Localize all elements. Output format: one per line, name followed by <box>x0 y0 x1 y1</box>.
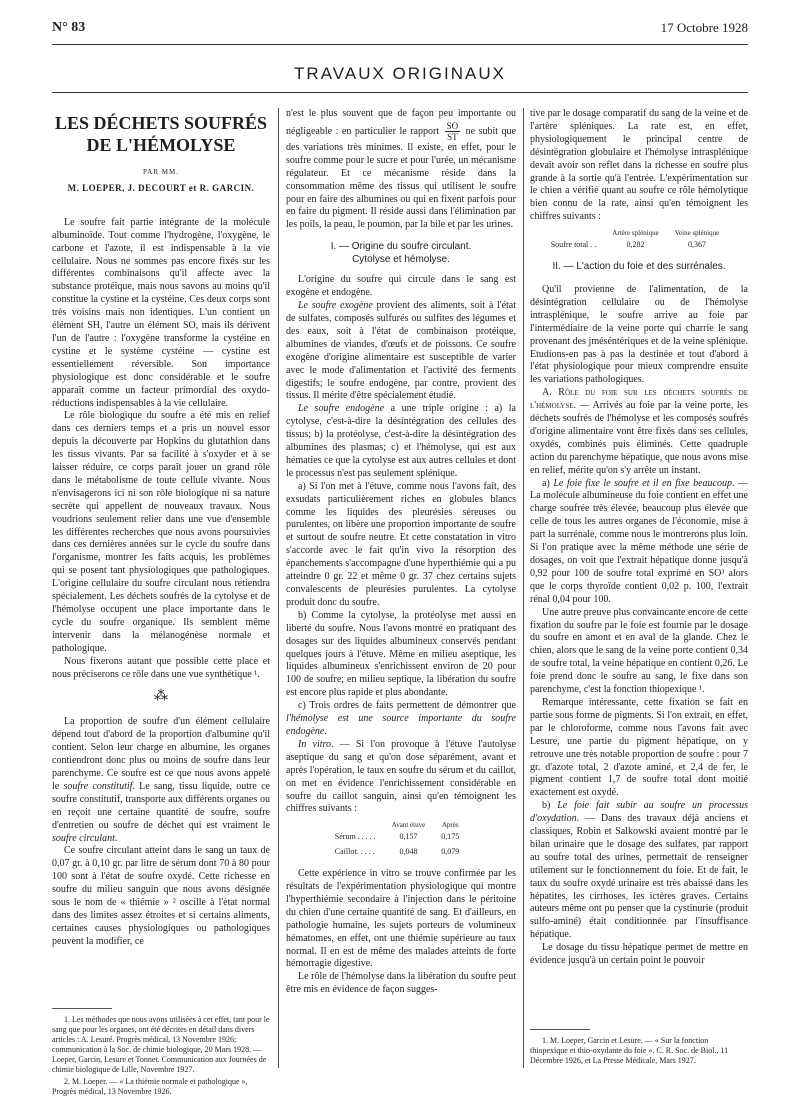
column-3 <box>530 108 748 968</box>
page-header <box>52 20 748 40</box>
data-table-splenic <box>551 228 728 253</box>
paragraph: La proportion de soufre d'un élément cellulaire dépend tout d'abord de la proportion d'albumine qu'il contient. Selon leur charge en albumine, les organes contiendront donc plus ou moins de soufre dans leur parenchyme. Ce soufre est ce que nous avons appelé le soufre constitutif. Le sang, tissu liquide, outre ce soufre constitutif, transporte aux différents organes ou en reçoit une certaine quantité de soufre, soufre d'entretien ou soufre de déchet qui est vraiment le soufre circulant. <box>52 716 270 844</box>
article-title <box>52 112 270 156</box>
paragraph: L'origine du soufre qui circule dans le sang est exogène et endogène. <box>286 274 516 299</box>
paragraph: Une autre preuve plus convaincante encore de cette fixation du soufre par le foie est fournie par le dosage du soufre en amont et en aval de la glande. Chez le chien, alors que le sang de la veine porte contient 0,34 de soufre total, la veine hépatique en contient 0,26. Le foie prend donc le soufre au sang, le fixe dans son parenchyme, c'est la fonction thiopexique ¹. <box>530 606 748 696</box>
par-mm: PAR MM. <box>143 168 179 176</box>
paragraph: Remarque intéressante, cette fixation se fait en partie sous forme de pigments. Si l'on extrait, en effet, par le chloroforme, comme nous l'avons fait avec Lesure, une partie du pigment hépatique, on y retrouve une très notable proportion de soufre : pour 7 gr. d'azote total, 2 d'azote aminé, et 2,4 de fer, le pigment contient 1,7 de soufre total dont moitié exactement est oxydé. <box>530 696 748 799</box>
paragraph: A. Rôle du foie sur les déchets soufrés de l'hémolyse. — Arrivés au foie par la veine porte, les déchets soufrés de l'hémolyse et les composés soufrés d'origine alimentaire vont être fixés dans ses cellules, oxydés, combinés puis éliminés. Cette quadruple action du parenchyme hépatique, que nous avons mise en relief, mérite qu'on s'y arrête un instant. <box>530 387 748 476</box>
ratio-fraction: $\frac{SO}{ST}$ <box>446 120 459 142</box>
footnote: 1. Les méthodes que nous avons utilisées à cet effet, tant pour le sang que pour les organes, ont été décrites en détail dans divers articles : A. Lesuré. Progrès médical, 13 Novembre 1926; communication à la Soc. de chimie biologique, 20 Mars 1928. — Loeper, Garcin, Lesure et Tonnet. Communication aux Journées de chimie biologique de Lille, Novembre 1927. <box>52 1015 270 1074</box>
paragraph: Le rôle de l'hémolyse dans la libération du soufre peut être mis en évidence de façon sugges- <box>286 971 516 996</box>
table-header: Après <box>441 821 459 830</box>
table-header: Artère splénique <box>612 229 659 238</box>
column-2 <box>286 108 516 997</box>
footnote-rule <box>530 1029 590 1030</box>
table-row: Sérum . . . . . 0,157 0,175 <box>334 832 460 842</box>
paragraph: a) Le foie fixe le soufre et il en fixe beaucoup. — La molécule albumineuse du foie contient en effet une charge soufrée très élevée, beaucoup plus élevée que celle de tous les autres organes de l'économie, mise à part la surrénale, comme nous le montrerons plus loin. Si l'on pratique avec la même méthode une série de dosages, on voit que l'extrait hépatique donne jusqu'à 0,92 pour 100 de soufre total exprimé en SO³ alors que le corps thyroïde contient 0,02 p. 100, l'extrait rénal 0,04 pour 100. <box>530 477 749 605</box>
paragraph: tive par le dosage comparatif du sang de la veine et de l'artère spléniques. La rate est, en effet, physiologiquement le principal centre de désintégration globulaire et l'hémolyse intrasplénique devait avoir son reflet dans la richesse en soufre plus grande à la sortie qu'à l'entrée. L'expérimentation sur le chien a vérifié quant au soufre ce rôle hémolytique bien connu de la rate, ainsi qu'en témoignent les chiffres suivants : <box>530 108 748 223</box>
paragraph: Le soufre endogène a une triple origine : a) la cytolyse, c'est-à-dire la désintégration des cellules des tissus; b) la protéolyse, c'est-à-dire la désintégration des albumines des plasmas; c) et l'hémolyse, qui est aux hématies ce que la cytolyse est aux autres cellules et dont le processus n'est pas seulement splénique. <box>286 403 516 479</box>
paragraph: b) Le foie fait subir au soufre un processus d'oxydation. — Dans des travaux déjà anciens et classiques, Robin et Salkowski avaient montré par le bilan urinaire que le dosage des sulfates, par rapport au soufre total des urines, permettait de renseigner utilement sur le fonctionnement du foie. Et de fait, le taux du soufre oxydé urinaire est très abaissé dans les hépatites, les cirrhoses, les ictères graves. Certains auteurs même ont pu penser que la cystinurie (produit sulfo-aminé) était conditionnée par l'insuffisance hépatique. <box>530 800 748 941</box>
paragraph: Nous fixerons autant que possible cette place et nous préciserons ce rôle dans une vue synthétique ¹. <box>52 655 270 680</box>
section-heading: II. — L'action du foie et des surrénales. <box>552 261 726 273</box>
column-divider-1 <box>278 108 279 1068</box>
section-separator: ⁂ <box>154 689 168 705</box>
column-divider-2 <box>523 108 524 1068</box>
table-header: Avant étuve <box>391 821 426 830</box>
column-1 <box>52 108 270 949</box>
table-row: Caillot. . . . . 0,048 0,079 <box>334 847 460 857</box>
section-title: TRAVAUX ORIGINAUX <box>294 64 506 83</box>
paragraph: Le soufre exogène provient des aliments, soit à l'état de sulfates, composés sulfurés ou sulfites des légumes et des eaux, soit à l'état de combinaison protéique, albumines de viandes, d'œufs et de poissons. Ce soufre exogène d'origine alimentaire est susceptible de varier avec le mode d'alimentation et l'activité des ferments digestifs; le soufre endogène, par contre, provient des tissus. Il mérite d'être spécialement étudié. <box>286 300 517 402</box>
paragraph: Qu'il provienne de l'alimentation, de la désintégration cellulaire ou de l'hémolyse intrasplénique, le soufre arrive au foie par l'intermédiaire de la veine porte qui charrie le sang provenant des jméséntériques et de la veine splénique. Etudions-en pas à pas la destinée et tout d'abord à l'état physiologique pour mieux comprendre ensuite les variations pathologiques. <box>530 283 748 386</box>
title-line-2: DE L'HÉMOLYSE <box>86 135 236 155</box>
section-rule <box>52 92 748 93</box>
issue-date: 17 Octobre 1928 <box>660 20 748 35</box>
title-line-1: LES DÉCHETS SOUFRÉS <box>54 113 268 133</box>
paragraph: a) Si l'on met à l'étuve, comme nous l'avons fait, des exsudats particulièrement riches en globules blancs comme les liquides des pleurésies séreuses ou purulentes, on libère une proportion importante de soufre et surtout de soufre neutre. Et cette constatation in vitro s'accorde avec le fait qu'in vivo la résorption des épanchements s'accompagne d'une hyperthiémie qui a pu atteindre 0 gr. 22 et même 0 gr. 37 chez certains sujets convalescents de pleurésies purulentes. La cytolyse produit donc du soufre. <box>286 480 516 608</box>
paragraph: b) Comme la cytolyse, la protéolyse met aussi en liberté du soufre. Nous l'avons montré en pratiquant des dosages sur des liquides albumineux conservés pendant quelques jours à l'étuve. Même en milieu aseptique, les liquides albumineux s'enrichissent environ de 20 pour 100 de soufre; en milieu septique, la libération du soufre est encore plus rapide et plus abondante. <box>286 609 516 699</box>
authors: M. LOEPER, J. DECOURT et R. GARCIN. <box>67 182 255 193</box>
paragraph: n'est le plus souvent que de façon peu importante ou négligeable : en particulier le rapport $\frac{SO}{ST}$ ne subit que des variations très minimes. Il existe, en effet, pour le soufre comme pour le sucre et pour l'urée, un mécanisme régulateur. Et ce mécanisme réside dans la consommation même des tissus qui utilisent le soufre pour en faire des albumines ou qui en fixent parfois pour en faire du pigment. Il réside aussi dans l'élimination par les poils, la peau, le poumon, par la bile et par les urines. <box>286 108 516 231</box>
paragraph: Le soufre fait partie intégrante de la molécule albuminoïde. Tout comme l'hydrogène, l'oxygène, le carbone et l'azote, il est indispensable à la vie cellulaire. Nous ne sommes pas encore fixés sur les différentes combinaisons qu'il affecte avec la substance protéique, mais nous savons au moins qu'il constitue la cystine et la cystéine. Ces deux corps sont très voisins mais non identiques. L'un contient un élément SH, l'autre un élément SO, mais ils dérivent l'un de l'autre : l'oxygène transforme la cystéine en cystine et le système cystéine — cystine est essentiellement réversible. Son importance physiologique est donc considérable et le soufre apparaît comme un facteur primordial des oxydo-réductions indispensables à la vie cellulaire. <box>52 216 270 409</box>
paragraph: Ce soufre circulant atteint dans le sang un taux de 0,07 gr. à 0,10 gr. par litre de sérum dont 70 à 80 pour 100 sont à l'état de soufre oxydé. Cette richesse en soufre du milieu sanguin que nous avons désignée sous le nom de « thiémie » ² oscille à l'état normal dans des limites assez étroites et si certains aliments, certaines causes physiologiques ou pathologiques peuvent la modifier, ce <box>52 845 270 947</box>
footnote: 1. M. Loeper, Garcin et Lesure. — « Sur la fonction thiopexique et thio-oxydante du foie ». C. R. Soc. de Biol., 11 Décembre 1926, et La Presse Médicale, Mars 1927. <box>530 1036 729 1065</box>
section-heading: I. — Origine du soufre circulant. Cytolyse et hémolyse. <box>330 241 472 266</box>
footnote-rule <box>52 1008 112 1009</box>
table-header: Veine splénique <box>674 229 720 238</box>
paragraph: Le rôle biologique du soufre a été mis en relief dans ces derniers temps et a pris un nouvel essor depuis la découverte par Hopkins du glutathion dans les tissus vivants. Par sa facilité à s'oxyder et à se laisser réduire, ce corps paraît jouer un grand rôle dans le métabolisme de toute cellule vivante. Nous n'envisagerons ici ni son rôle biologique ni sa nature secrète qui appellent de nouveaux travaux. Nous voudrions seulement relier dans une vue d'ensemble les différentes recherches que nous avons poursuivies dans ces dernières années sur le cycle du soufre dans l'organisme, montrer les faits acquis, les problèmes qui se posent tant physiologiques que pathologiques. L'origine cellulaire du soufre circulant nous retiendra spécialement. Les déchets soufrés de la cytolyse et de l'hémolyse occupent une place importante dans le cycle du soufre organique. Ils semblent même intervenir dans la mélanogénèse normale et pathologique. <box>52 410 270 654</box>
footnotes-col1 <box>52 1000 270 1099</box>
footnotes-col3 <box>530 1021 748 1068</box>
paragraph: In vitro. — Si l'on provoque à l'étuve l'autolyse aseptique du sang et qu'on dose séparément, avant et après l'opération, le taux en soufre du sérum et du caillot, on met en évidence l'enrichissement considérable en soufre du caillot sanguin, ainsi qu'en témoignent les chiffres suivants : <box>286 738 516 815</box>
paragraph: c) Trois ordres de faits permettent de démontrer que l'hémolyse est une source importante du soufre endogène. <box>286 700 516 737</box>
issue-number: N° 83 <box>52 20 86 35</box>
header-rule <box>52 44 748 45</box>
paragraph: Cette expérience in vitro se trouve confirmée par les résultats de l'expérimentation physiologique qui montre l'hyperthiémie secondaire à l'injection dans le péritoine du chien d'une certaine quantité de sang. Et d'ailleurs, en pathologie humaine, les sujets porteurs de volumineux hématomes, en effet, ont une thiémie supérieure au taux normal. Il en est de même des malades atteints de forte hémorragie digestive. <box>286 868 516 970</box>
footnote: 2. M. Loeper. — « La thiémie normale et pathologique », Progrès médical, 13 Novembre 1926. <box>52 1077 248 1096</box>
data-table-serum-caillot <box>335 820 467 860</box>
paragraph: Le dosage du tissu hépatique permet de mettre en évidence jusqu'à un certain point le pouvoir <box>530 942 748 967</box>
table-row: Soufre total . . 0,282 0,367 <box>550 240 706 250</box>
